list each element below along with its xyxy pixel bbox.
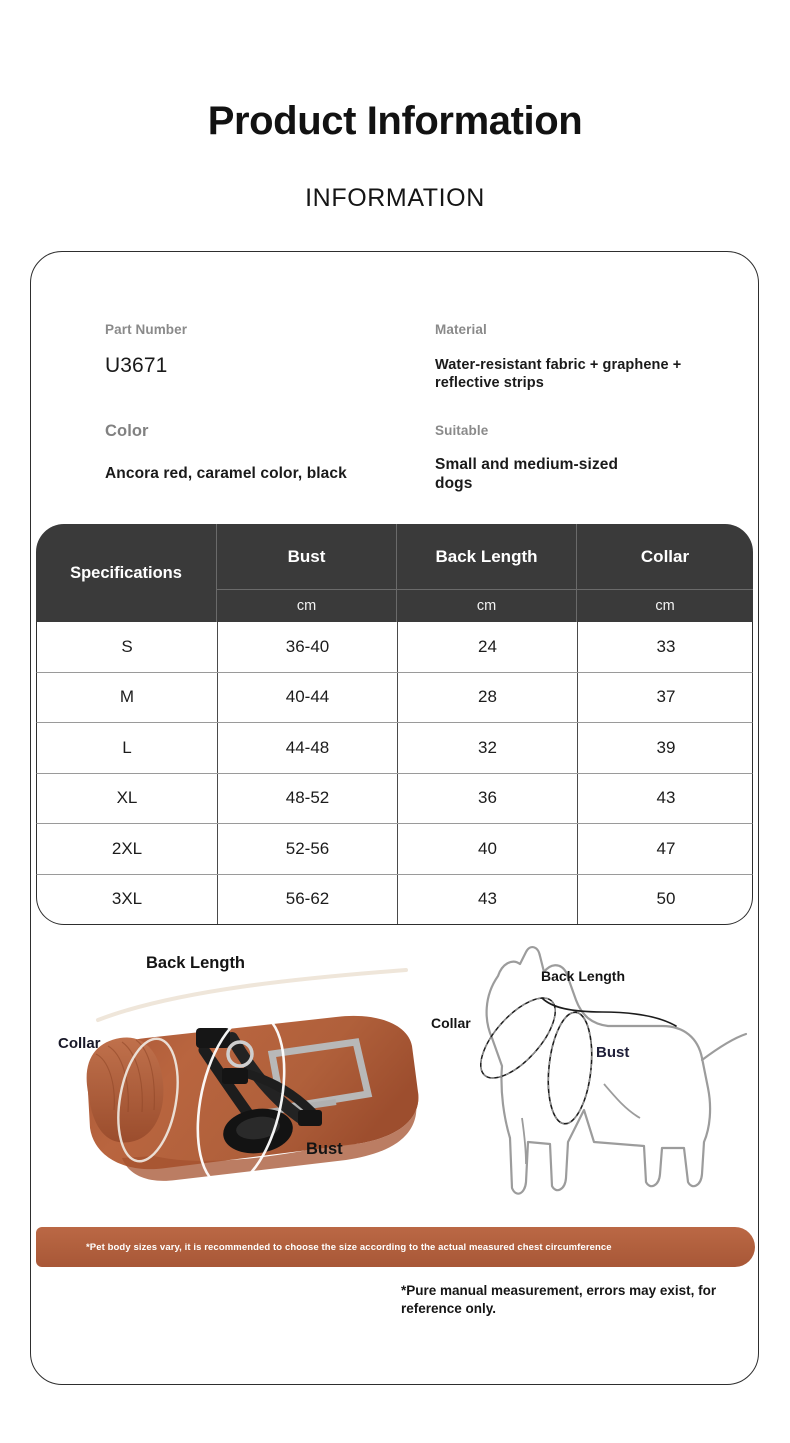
color-label: Color	[105, 422, 149, 440]
table-cell-collar: 39	[577, 723, 754, 773]
dog-coat-illustration	[36, 942, 436, 1212]
left-diagram-collar-label: Collar	[58, 1035, 101, 1052]
column-header-specifications: Specifications	[70, 563, 182, 582]
table-cell-back_length: 36	[397, 774, 577, 824]
table-row	[36, 875, 753, 926]
suitable-label: Suitable	[435, 423, 489, 438]
table-cell-size: S	[121, 636, 133, 656]
size-chart-table	[36, 524, 753, 909]
table-cell-size: M	[119, 687, 135, 707]
table-body	[36, 622, 753, 925]
color-value: Ancora red, caramel color, black	[105, 465, 347, 482]
table-cell-back_length: 40	[397, 824, 577, 874]
table-cell-bust: 56-62	[217, 875, 397, 925]
table-cell-bust: 44-48	[217, 723, 397, 773]
table-cell-back_length: 43	[397, 875, 577, 925]
table-row	[36, 723, 753, 774]
table-cell-collar: 33	[577, 622, 754, 672]
page-title: Product Information	[207, 99, 583, 143]
part-number-value: U3671	[105, 354, 168, 377]
column-unit-collar: cm	[576, 589, 753, 622]
table-row	[36, 774, 753, 825]
material-value: Water-resistant fabric + graphene + reflective strips	[435, 357, 682, 391]
right-diagram-collar-label: Collar	[431, 1015, 471, 1031]
column-header-collar-label: Collar	[576, 524, 753, 589]
column-header-back-length	[396, 524, 576, 622]
column-unit-back-length: cm	[396, 589, 576, 622]
table-cell-bust: 40-44	[217, 673, 397, 723]
table-row	[36, 824, 753, 875]
table-cell-collar: 43	[577, 774, 754, 824]
column-header-bust	[216, 524, 396, 622]
left-diagram-back-length-label: Back Length	[146, 954, 246, 972]
product-photo-diagram	[36, 942, 436, 1212]
material-label: Material	[435, 322, 487, 337]
measurement-disclaimer: *Pure manual measurement, errors may exist, for reference only.	[401, 1283, 717, 1316]
table-cell-bust: 52-56	[217, 824, 397, 874]
table-cell-collar: 47	[577, 824, 754, 874]
column-unit-bust: cm	[216, 589, 396, 622]
table-cell-bust: 36-40	[217, 622, 397, 672]
column-header-back-length-label: Back Length	[396, 524, 576, 589]
table-cell-back_length: 32	[397, 723, 577, 773]
right-diagram-back-length-label: Back Length	[541, 968, 626, 984]
information-card	[30, 251, 759, 1385]
table-cell-back_length: 28	[397, 673, 577, 723]
size-advice-banner	[36, 1227, 755, 1267]
column-header-bust-label: Bust	[216, 524, 396, 589]
table-cell-size: 2XL	[111, 838, 143, 858]
part-number-label: Part Number	[105, 322, 188, 337]
table-cell-size: XL	[116, 788, 138, 808]
table-cell-bust: 48-52	[217, 774, 397, 824]
dog-outline-diagram	[426, 942, 760, 1212]
table-row	[36, 673, 753, 724]
table-cell-collar: 50	[577, 875, 754, 925]
table-cell-back_length: 24	[397, 622, 577, 672]
table-cell-size: 3XL	[111, 889, 143, 909]
column-header-collar	[576, 524, 753, 622]
right-diagram-bust-label: Bust	[596, 1044, 630, 1061]
measurement-diagrams	[31, 942, 760, 1222]
page-subtitle: INFORMATION	[305, 184, 485, 212]
left-diagram-bust-label: Bust	[306, 1140, 343, 1158]
table-row	[36, 622, 753, 673]
table-cell-size: L	[122, 737, 132, 757]
table-cell-collar: 37	[577, 673, 754, 723]
size-advice-banner-text: *Pet body sizes vary, it is recommended to choose the size according to the actual measured chest circumference	[86, 1241, 612, 1253]
suitable-value: Small and medium-sized dogs	[435, 456, 619, 492]
table-header	[36, 524, 753, 622]
